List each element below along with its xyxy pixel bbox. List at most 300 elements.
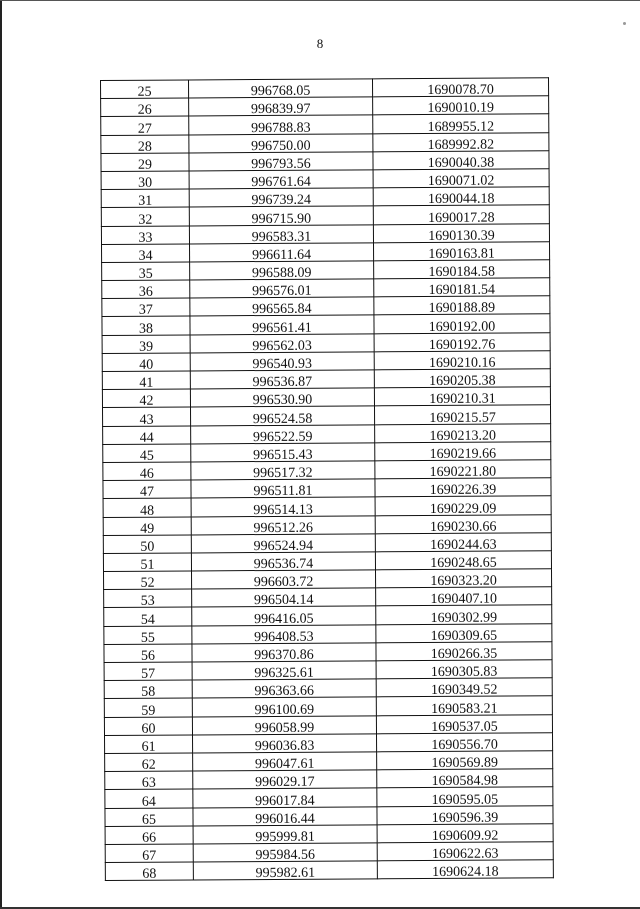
x-coordinate-text: 996325.61 xyxy=(254,665,314,682)
y-coordinate-text: 1690537.05 xyxy=(431,719,498,735)
table-row xyxy=(104,569,552,590)
point-number-cell xyxy=(105,807,193,826)
point-number-text: 52 xyxy=(140,575,155,592)
y-coordinate-text: 1690305.83 xyxy=(430,664,498,681)
point-number-text: 65 xyxy=(141,812,157,828)
y-coordinate-text: 1690622.63 xyxy=(431,846,499,863)
y-coordinate-text: 1690210.16 xyxy=(428,355,496,371)
x-coordinate-text: 996517.32 xyxy=(253,465,313,482)
y-coordinate-cell xyxy=(374,314,550,333)
x-coordinate-cell xyxy=(191,534,375,553)
x-coordinate-cell xyxy=(193,788,377,807)
point-number-text: 67 xyxy=(142,848,157,864)
y-coordinate-cell xyxy=(377,860,553,879)
point-number-cell xyxy=(101,189,189,208)
x-coordinate-text: 996363.66 xyxy=(254,684,315,700)
table-row xyxy=(104,642,552,663)
x-coordinate-cell xyxy=(192,643,376,662)
point-number-text: 56 xyxy=(140,648,156,664)
x-coordinate-cell xyxy=(189,152,373,171)
y-coordinate-cell xyxy=(374,296,550,315)
y-coordinate-cell xyxy=(372,78,548,97)
point-number-cell xyxy=(102,280,190,299)
coordinates-table xyxy=(100,77,554,881)
table-row xyxy=(101,132,549,153)
y-coordinate-cell xyxy=(376,678,552,697)
point-number-text: 68 xyxy=(142,866,157,883)
table-row xyxy=(101,223,549,244)
x-coordinate-text: 996514.13 xyxy=(253,502,313,518)
x-coordinate-cell xyxy=(191,406,375,425)
point-number-cell xyxy=(104,644,192,663)
y-coordinate-text: 1690213.20 xyxy=(429,428,496,444)
x-coordinate-cell xyxy=(191,552,375,571)
point-number-cell xyxy=(103,462,191,481)
point-number-text: 30 xyxy=(138,175,153,191)
x-coordinate-cell xyxy=(191,443,375,462)
table-row xyxy=(101,187,549,208)
x-coordinate-cell xyxy=(192,715,376,734)
x-coordinate-cell xyxy=(193,861,377,880)
y-coordinate-cell xyxy=(373,96,549,115)
x-coordinate-cell xyxy=(190,297,374,316)
table-row xyxy=(104,605,552,626)
table-row xyxy=(101,169,549,190)
point-number-cell xyxy=(105,789,193,808)
table-row xyxy=(103,514,551,535)
point-number-text: 62 xyxy=(141,757,156,773)
y-coordinate-text: 1690044.18 xyxy=(427,191,495,208)
y-coordinate-cell xyxy=(375,551,551,570)
x-coordinate-text: 996058.99 xyxy=(254,720,315,736)
y-coordinate-text: 1690188.89 xyxy=(428,301,496,317)
x-coordinate-text: 996017.84 xyxy=(255,793,315,809)
x-coordinate-text: 996036.83 xyxy=(254,738,315,755)
y-coordinate-text: 1690192.76 xyxy=(428,337,496,353)
x-coordinate-text: 995984.56 xyxy=(255,847,316,864)
point-number-cell xyxy=(103,480,191,499)
x-coordinate-cell xyxy=(190,352,374,371)
point-number-text: 59 xyxy=(141,703,156,719)
table-row xyxy=(101,114,549,135)
point-number-text: 60 xyxy=(141,721,156,737)
point-number-text: 41 xyxy=(139,375,154,391)
table-row xyxy=(105,751,553,772)
table-row xyxy=(105,842,553,863)
y-coordinate-cell xyxy=(375,514,551,533)
y-coordinate-cell xyxy=(375,496,551,515)
y-coordinate-cell xyxy=(374,332,550,351)
point-number-cell xyxy=(105,826,193,845)
x-coordinate-text: 996100.69 xyxy=(254,702,315,718)
y-coordinate-text: 1690205.38 xyxy=(429,373,496,390)
table-row xyxy=(103,460,551,481)
y-coordinate-text: 1690040.38 xyxy=(427,155,495,171)
x-coordinate-text: 996583.31 xyxy=(251,229,312,245)
point-number-text: 55 xyxy=(140,630,155,646)
x-coordinate-text: 996768.05 xyxy=(250,83,311,100)
table-row xyxy=(102,260,550,281)
y-coordinate-text: 1690071.02 xyxy=(427,173,495,190)
x-coordinate-text: 996611.64 xyxy=(252,247,312,263)
y-coordinate-text: 1689992.82 xyxy=(427,137,495,153)
table-row xyxy=(105,805,553,826)
table-row xyxy=(102,351,550,372)
x-coordinate-cell xyxy=(190,388,374,407)
x-coordinate-text: 996016.44 xyxy=(255,811,315,827)
point-number-cell xyxy=(101,116,189,135)
point-number-text: 29 xyxy=(137,157,153,173)
point-number-cell xyxy=(103,498,191,517)
point-number-text: 25 xyxy=(137,84,152,100)
point-number-text: 43 xyxy=(139,412,154,428)
point-number-text: 58 xyxy=(141,685,156,701)
x-coordinate-text: 996536.87 xyxy=(252,374,313,391)
y-coordinate-cell xyxy=(373,169,549,188)
x-coordinate-cell xyxy=(192,661,376,680)
point-number-text: 49 xyxy=(140,521,155,537)
y-coordinate-cell xyxy=(374,351,550,370)
point-number-cell xyxy=(101,171,189,190)
scan-left-edge xyxy=(0,0,2,909)
table-row xyxy=(102,241,550,262)
point-number-cell xyxy=(103,426,191,445)
x-coordinate-cell xyxy=(189,170,373,189)
point-number-cell xyxy=(101,225,189,244)
y-coordinate-text: 1690226.39 xyxy=(429,482,497,499)
y-coordinate-cell xyxy=(373,223,549,242)
point-number-text: 50 xyxy=(140,539,155,555)
y-coordinate-text: 1690215.57 xyxy=(429,410,496,426)
y-coordinate-cell xyxy=(376,605,552,624)
table-row xyxy=(103,532,551,553)
x-coordinate-text: 996750.00 xyxy=(251,138,311,154)
x-coordinate-text: 996029.17 xyxy=(255,775,315,791)
x-coordinate-text: 995982.61 xyxy=(255,865,316,882)
point-number-text: 26 xyxy=(137,103,152,119)
point-number-text: 47 xyxy=(139,484,155,501)
table-row xyxy=(105,860,553,881)
x-coordinate-text: 996515.43 xyxy=(253,447,313,464)
point-number-text: 33 xyxy=(138,230,153,246)
y-coordinate-text: 1690323.20 xyxy=(430,573,497,590)
point-number-text: 39 xyxy=(139,339,154,355)
table-row xyxy=(102,296,550,317)
y-coordinate-text: 1690248.65 xyxy=(430,555,497,572)
x-coordinate-cell xyxy=(193,752,377,771)
x-coordinate-cell xyxy=(192,679,376,698)
point-number-text: 64 xyxy=(141,794,156,810)
table-row xyxy=(104,696,552,717)
table-row xyxy=(104,714,552,735)
y-coordinate-text: 1690210.31 xyxy=(429,391,496,408)
x-coordinate-text: 996524.58 xyxy=(252,411,313,427)
x-coordinate-cell xyxy=(192,697,376,716)
point-number-text: 51 xyxy=(140,557,155,573)
table-row xyxy=(101,96,549,117)
x-coordinate-text: 996603.72 xyxy=(253,574,314,591)
point-number-cell xyxy=(101,153,189,172)
x-coordinate-text: 996562.03 xyxy=(252,338,312,354)
x-coordinate-cell xyxy=(189,188,373,207)
scan-top-edge xyxy=(0,0,640,1)
x-coordinate-cell xyxy=(190,243,374,262)
table-row xyxy=(103,478,551,499)
table-row xyxy=(102,332,550,353)
x-coordinate-cell xyxy=(191,497,375,516)
point-number-cell xyxy=(104,571,192,590)
point-number-cell xyxy=(105,771,193,790)
x-coordinate-text: 996739.24 xyxy=(251,193,312,209)
point-number-text: 42 xyxy=(139,394,154,410)
point-number-cell xyxy=(103,553,191,572)
y-coordinate-cell xyxy=(377,842,553,861)
x-coordinate-text: 996540.93 xyxy=(252,356,313,373)
y-coordinate-cell xyxy=(377,805,553,824)
table-row xyxy=(102,314,550,335)
x-coordinate-cell xyxy=(189,133,373,152)
table-row xyxy=(103,551,551,572)
y-coordinate-cell xyxy=(374,387,550,406)
y-coordinate-cell xyxy=(375,423,551,442)
y-coordinate-text: 1690609.92 xyxy=(431,828,499,844)
table-row xyxy=(104,587,552,608)
x-coordinate-text: 996839.97 xyxy=(250,102,311,118)
y-coordinate-cell xyxy=(376,623,552,642)
point-number-cell xyxy=(104,607,192,626)
x-coordinate-cell xyxy=(191,461,375,480)
y-coordinate-cell xyxy=(375,532,551,551)
table-row xyxy=(101,78,549,99)
point-number-cell xyxy=(103,407,191,426)
y-coordinate-cell xyxy=(376,587,552,606)
y-coordinate-text: 1690163.81 xyxy=(428,246,495,262)
point-number-cell xyxy=(104,698,192,717)
point-number-cell xyxy=(101,207,189,226)
x-coordinate-text: 996761.64 xyxy=(251,174,311,191)
y-coordinate-cell xyxy=(374,260,550,279)
point-number-text: 36 xyxy=(138,284,153,301)
point-number-cell xyxy=(105,844,193,863)
x-coordinate-cell xyxy=(189,224,373,243)
point-number-text: 27 xyxy=(137,121,152,137)
point-number-cell xyxy=(105,735,193,754)
point-number-text: 66 xyxy=(142,830,157,846)
point-number-cell xyxy=(101,98,189,117)
point-number-cell xyxy=(104,680,192,699)
y-coordinate-text: 1690624.18 xyxy=(432,864,499,881)
table-row xyxy=(105,732,553,753)
x-coordinate-text: 996565.84 xyxy=(252,302,312,318)
y-coordinate-cell xyxy=(373,241,549,260)
y-coordinate-text: 1690595.05 xyxy=(431,792,499,808)
x-coordinate-cell xyxy=(193,770,377,789)
y-coordinate-text: 1690192.00 xyxy=(428,319,496,335)
y-coordinate-cell xyxy=(376,696,552,715)
y-coordinate-cell xyxy=(377,787,553,806)
point-number-text: 48 xyxy=(140,503,155,519)
x-coordinate-text: 996511.81 xyxy=(253,484,313,500)
x-coordinate-cell xyxy=(193,806,377,825)
table-row xyxy=(104,623,552,644)
x-coordinate-text: 996536.74 xyxy=(253,556,314,573)
x-coordinate-cell xyxy=(190,279,374,298)
table-row xyxy=(102,369,550,390)
point-number-text: 40 xyxy=(139,357,154,373)
x-coordinate-cell xyxy=(190,315,374,334)
point-number-text: 31 xyxy=(138,193,153,210)
table-row xyxy=(102,278,550,299)
y-coordinate-cell xyxy=(373,114,549,133)
x-coordinate-text: 996416.05 xyxy=(254,611,314,627)
point-number-cell xyxy=(102,335,190,354)
table-row xyxy=(105,769,553,790)
y-coordinate-text: 1690309.65 xyxy=(430,628,498,644)
point-number-cell xyxy=(104,717,192,736)
y-coordinate-text: 1690302.99 xyxy=(430,610,498,626)
x-coordinate-text: 996522.59 xyxy=(252,429,313,445)
x-coordinate-cell xyxy=(189,79,373,98)
x-coordinate-cell xyxy=(190,261,374,280)
y-coordinate-text: 1690230.66 xyxy=(429,519,497,535)
x-coordinate-text: 995999.81 xyxy=(255,829,315,845)
scan-speck xyxy=(623,22,626,25)
point-number-cell xyxy=(104,662,192,681)
y-coordinate-cell xyxy=(377,751,553,770)
y-coordinate-cell xyxy=(376,642,552,661)
x-coordinate-cell xyxy=(192,570,376,589)
x-coordinate-text: 996512.26 xyxy=(253,520,314,536)
point-number-cell xyxy=(101,135,189,154)
point-number-cell xyxy=(103,535,191,554)
table-row xyxy=(101,151,549,172)
y-coordinate-text: 1690244.63 xyxy=(430,537,497,553)
x-coordinate-text: 996504.14 xyxy=(253,593,314,609)
x-coordinate-cell xyxy=(191,424,375,443)
point-number-text: 37 xyxy=(138,303,153,319)
x-coordinate-text: 996576.01 xyxy=(252,283,312,300)
y-coordinate-cell xyxy=(374,278,550,297)
y-coordinate-cell xyxy=(373,187,549,206)
point-number-text: 44 xyxy=(139,430,154,446)
x-coordinate-text: 996793.56 xyxy=(251,156,311,173)
point-number-cell xyxy=(102,353,190,372)
table-row xyxy=(103,496,551,517)
y-coordinate-text: 1690407.10 xyxy=(430,592,497,608)
y-coordinate-cell xyxy=(373,151,549,170)
point-number-cell xyxy=(102,298,190,317)
point-number-text: 45 xyxy=(139,448,154,464)
y-coordinate-text: 1690017.28 xyxy=(428,210,495,226)
point-number-cell xyxy=(102,371,190,390)
y-coordinate-cell xyxy=(374,369,550,388)
y-coordinate-text: 1690229.09 xyxy=(429,501,497,517)
table-row xyxy=(103,405,551,426)
point-number-text: 28 xyxy=(137,139,152,155)
x-coordinate-cell xyxy=(190,370,374,389)
x-coordinate-cell xyxy=(191,515,375,534)
y-coordinate-text: 1690569.89 xyxy=(431,755,498,772)
y-coordinate-cell xyxy=(376,732,552,751)
x-coordinate-text: 996370.86 xyxy=(254,647,314,664)
point-number-cell xyxy=(102,244,190,263)
point-number-cell xyxy=(103,444,191,463)
point-number-cell xyxy=(102,389,190,408)
table-row xyxy=(104,660,552,681)
y-coordinate-cell xyxy=(375,569,551,588)
y-coordinate-cell xyxy=(374,405,550,424)
table-row xyxy=(102,387,550,408)
y-coordinate-cell xyxy=(377,823,553,842)
point-number-text: 35 xyxy=(138,266,153,282)
x-coordinate-cell xyxy=(192,588,376,607)
point-number-cell xyxy=(102,262,190,281)
page-number: 8 xyxy=(316,36,324,51)
x-coordinate-text: 996788.83 xyxy=(251,120,311,136)
point-number-text: 32 xyxy=(138,212,153,228)
table-row xyxy=(104,678,552,699)
y-coordinate-cell xyxy=(375,478,551,497)
table-row xyxy=(101,205,549,226)
y-coordinate-text: 1690221.80 xyxy=(429,464,497,481)
point-number-text: 57 xyxy=(141,666,156,682)
y-coordinate-text: 1690184.58 xyxy=(428,264,495,281)
point-number-cell xyxy=(101,80,189,99)
table-row xyxy=(103,442,551,463)
point-number-text: 34 xyxy=(138,248,153,264)
x-coordinate-text: 996561.41 xyxy=(252,320,312,336)
point-number-text: 46 xyxy=(139,466,154,482)
y-coordinate-text: 1689955.12 xyxy=(427,119,495,135)
x-coordinate-text: 996047.61 xyxy=(254,756,315,773)
y-coordinate-text: 1690584.98 xyxy=(431,773,499,790)
x-coordinate-cell xyxy=(191,479,375,498)
y-coordinate-cell xyxy=(373,205,549,224)
y-coordinate-cell xyxy=(376,660,552,679)
point-number-text: 54 xyxy=(140,612,155,628)
y-coordinate-text: 1690266.35 xyxy=(430,646,498,662)
y-coordinate-text: 1690219.66 xyxy=(429,446,497,462)
x-coordinate-text: 996524.94 xyxy=(253,538,314,554)
point-number-text: 61 xyxy=(141,739,156,755)
y-coordinate-cell xyxy=(375,460,551,479)
coordinates-table-body xyxy=(101,78,554,881)
table-row xyxy=(105,787,553,808)
x-coordinate-cell xyxy=(189,97,373,116)
x-coordinate-cell xyxy=(189,206,373,225)
x-coordinate-cell xyxy=(192,606,376,625)
table-row xyxy=(105,823,553,844)
y-coordinate-text: 1690130.39 xyxy=(428,228,495,244)
x-coordinate-cell xyxy=(193,734,377,753)
y-coordinate-text: 1690010.19 xyxy=(427,100,494,117)
y-coordinate-text: 1690181.54 xyxy=(428,282,496,299)
y-coordinate-text: 1690349.52 xyxy=(430,682,498,699)
x-coordinate-cell xyxy=(189,115,373,134)
point-number-text: 53 xyxy=(140,594,155,610)
x-coordinate-text: 996530.90 xyxy=(252,393,313,409)
y-coordinate-cell xyxy=(377,769,553,788)
y-coordinate-text: 1690078.70 xyxy=(427,82,494,99)
x-coordinate-cell xyxy=(193,843,377,862)
point-number-text: 38 xyxy=(138,321,154,337)
point-number-cell xyxy=(105,753,193,772)
point-number-cell xyxy=(102,316,190,335)
y-coordinate-cell xyxy=(375,442,551,461)
x-coordinate-cell xyxy=(192,624,376,643)
x-coordinate-cell xyxy=(193,825,377,844)
y-coordinate-text: 1690596.39 xyxy=(431,810,499,826)
